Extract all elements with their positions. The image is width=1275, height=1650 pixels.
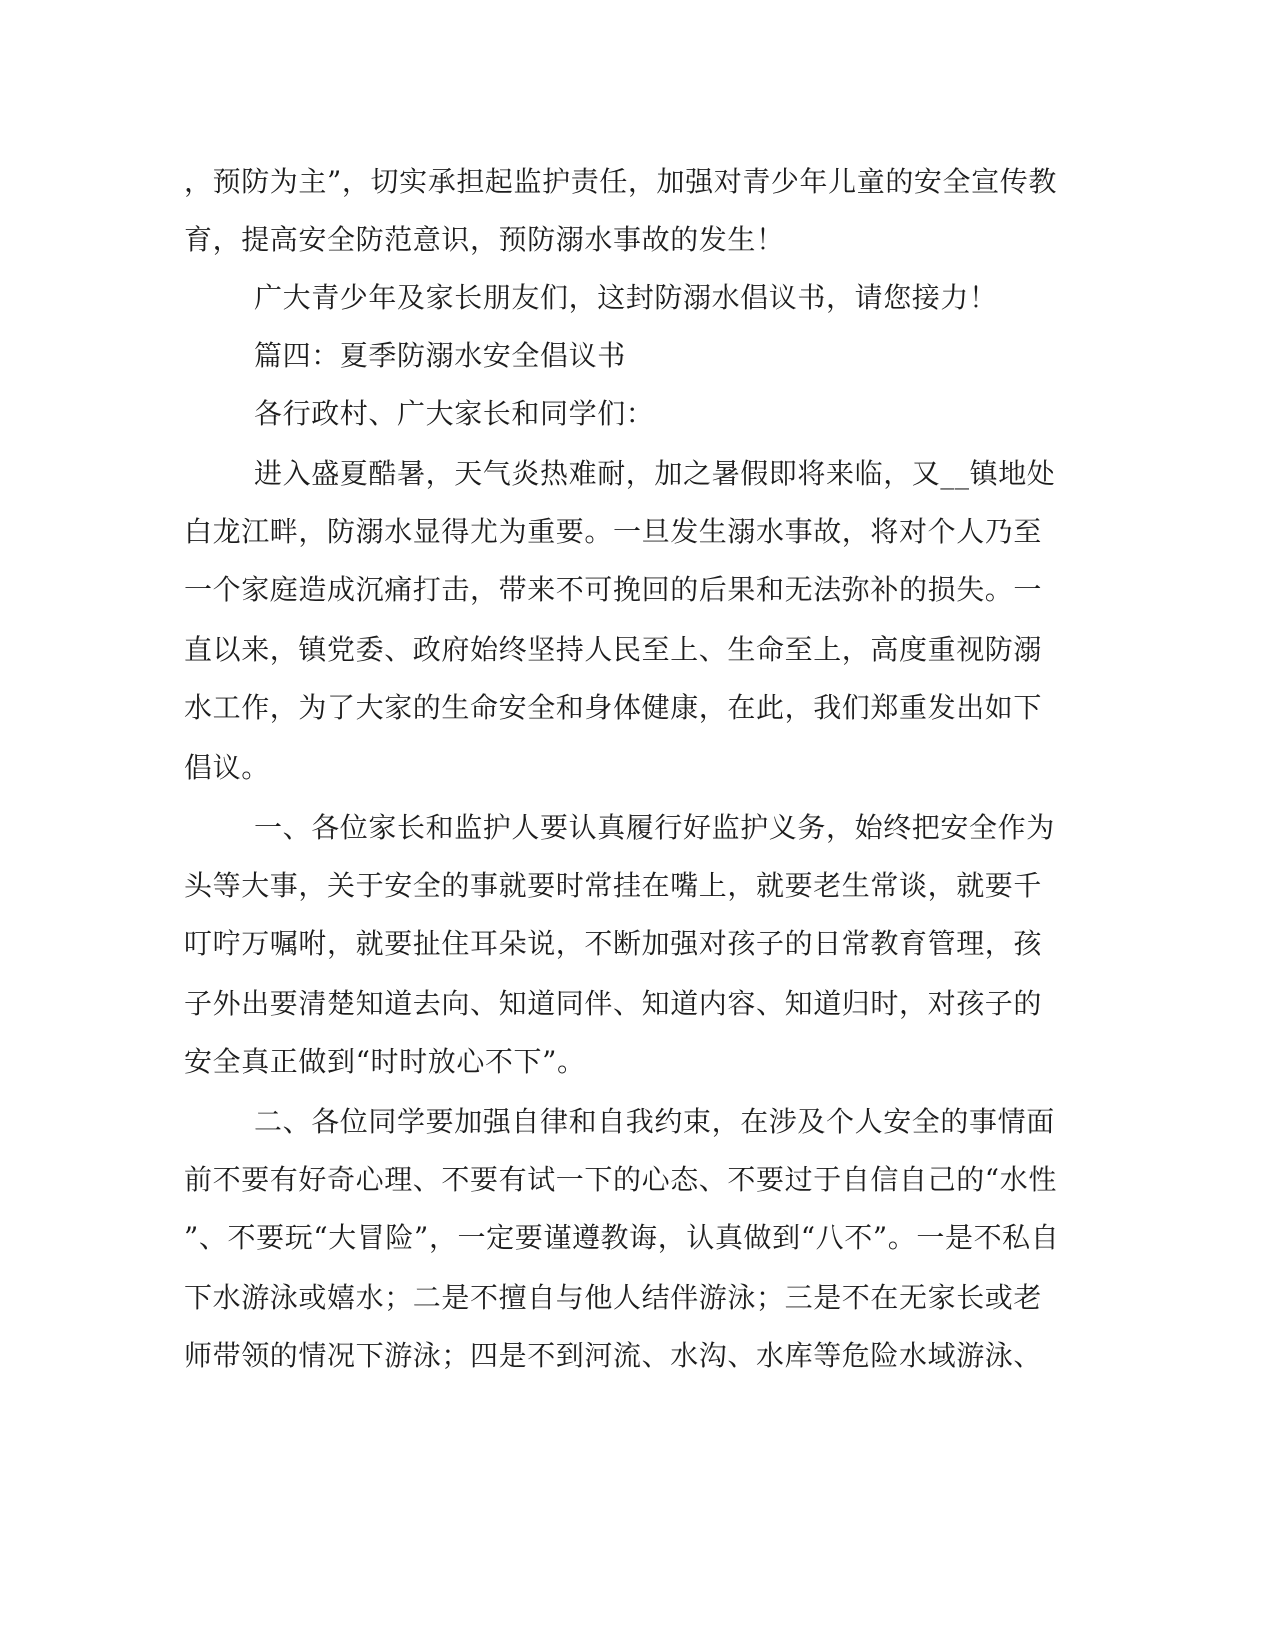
text-line: 一、各位家长和监护人要认真履行好监护义务，始终把安全作为 [254,811,1055,844]
text-line: 进入盛夏酷暑，天气炎热难耐，加之暑假即将来临，又__镇地处 [254,457,1056,490]
text-line: 前不要有好奇心理、不要有试一下的心态、不要过于自信自己的“水性 [184,1163,1057,1196]
text-line: 白龙江畔，防溺水显得尤为重要。一旦发生溺水事故，将对个人乃至 [184,515,1043,548]
text-line: 育，提高安全防范意识，预防溺水事故的发生！ [184,223,785,256]
text-line: 一个家庭造成沉痛打击，带来不可挽回的后果和无法弥补的损失。一 [184,573,1043,606]
text-line: 师带领的情况下游泳；四是不到河流、水沟、水库等危险水域游泳、 [184,1339,1043,1372]
text-line: 安全真正做到“时时放心不下”。 [184,1045,586,1078]
text-line: 倡议。 [184,751,270,784]
salutation: 各行政村、广大家长和同学们： [254,397,655,430]
text-line: 头等大事，关于安全的事就要时常挂在嘴上，就要老生常谈，就要千 [184,869,1043,902]
text-line: 水工作，为了大家的生命安全和身体健康，在此，我们郑重发出如下 [184,691,1043,724]
text-line: 二、各位同学要加强自律和自我约束，在涉及个人安全的事情面 [254,1105,1055,1138]
text-line: 子外出要清楚知道去向、知道同伴、知道内容、知道归时，对孩子的 [184,987,1043,1020]
text-line: 叮咛万嘱咐，就要扯住耳朵说，不断加强对孩子的日常教育管理，孩 [184,927,1043,960]
section-heading: 篇四：夏季防溺水安全倡议书 [254,339,626,372]
text-line: 下水游泳或嬉水；二是不擅自与他人结伴游泳；三是不在无家长或老 [184,1281,1043,1314]
text-line: 直以来，镇党委、政府始终坚持人民至上、生命至上，高度重视防溺 [184,633,1043,666]
text-line: 广大青少年及家长朋友们，这封防溺水倡议书，请您接力！ [254,281,998,314]
text-line: ，预防为主”，切实承担起监护责任，加强对青少年儿童的安全宣传教 [184,165,1057,198]
text-line: ”、不要玩“大冒险”，一定要谨遵教诲，认真做到“八不”。一是不私自 [184,1221,1060,1254]
